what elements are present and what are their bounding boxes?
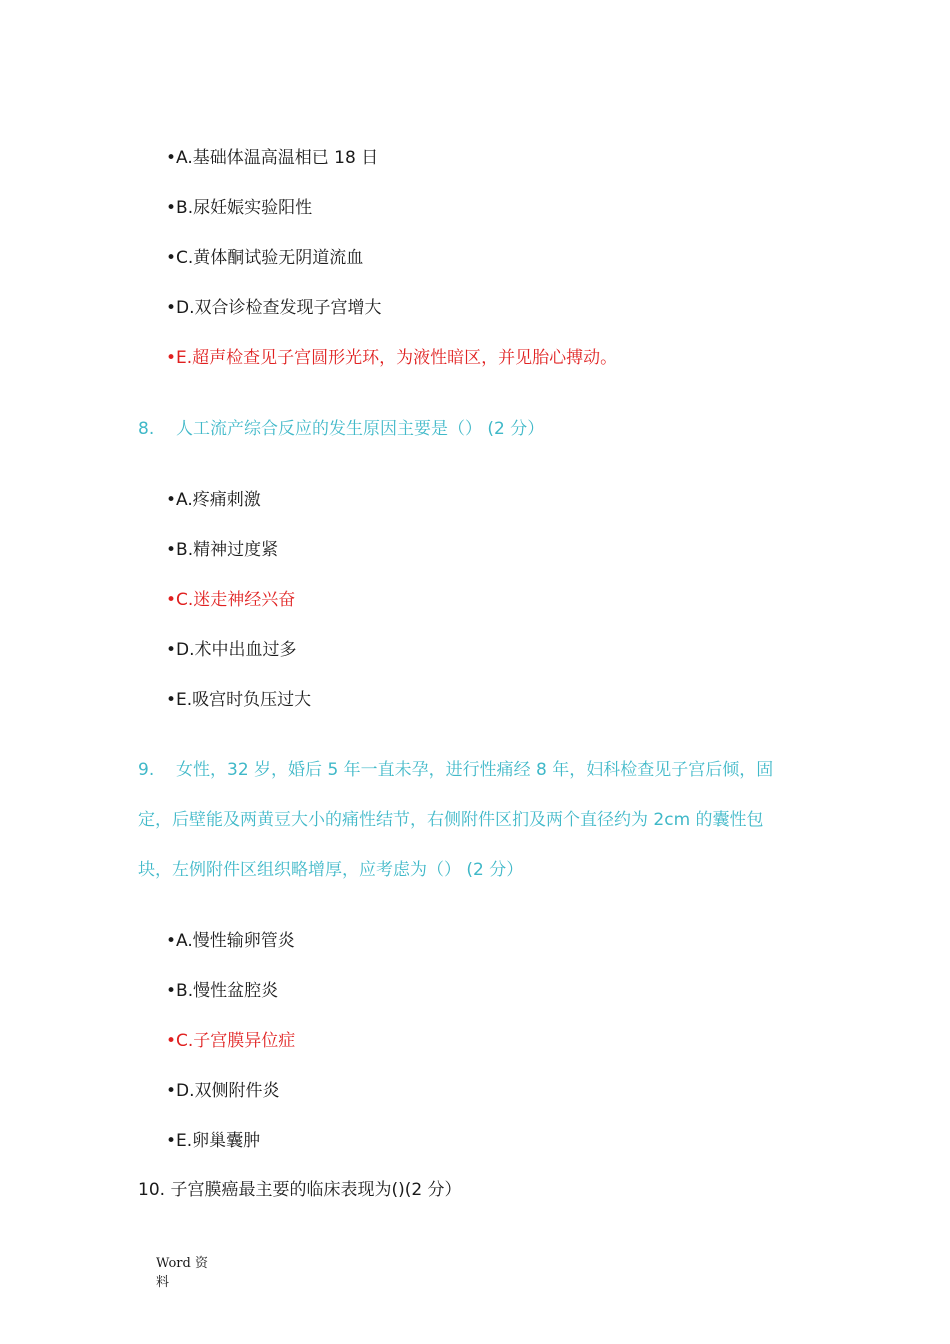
q9-option-e: •E.卵巢囊肿 — [166, 1131, 261, 1151]
q8-option-b: •B.精神过度紧 — [166, 540, 279, 560]
q7-option-a: •A.基础体温高温相已 18 日 — [166, 148, 379, 168]
q7-option-c: •C.黄体酮试验无阴道流血 — [166, 248, 364, 268]
q8-option-c-correct: •C.迷走神经兴奋 — [166, 590, 296, 610]
q9-option-b: •B.慢性盆腔炎 — [166, 981, 279, 1001]
q7-option-d: •D.双合诊检查发现子宫增大 — [166, 298, 382, 318]
q8-option-e: •E.吸宫时负压过大 — [166, 690, 312, 710]
q8-number: 8. — [138, 419, 155, 439]
q10-question: 10. 子宫膜癌最主要的临床表现为()(2 分） — [138, 1180, 462, 1200]
q8-option-d: •D.术中出血过多 — [166, 640, 297, 660]
footer-label-line2: 料 — [156, 1275, 170, 1290]
q7-option-e-correct: •E.超声检查见子宫圆形光环，为液性暗区，并见胎心搏动。 — [166, 348, 618, 368]
q7-option-b: •B.尿妊娠实验阳性 — [166, 198, 313, 218]
q8-option-a: •A.疼痛刺激 — [166, 490, 261, 510]
q9-text-line2: 定，后壁能及两黄豆大小的痛性结节，右侧附件区扪及两个直径约为 2cm 的囊性包 — [138, 810, 764, 830]
q9-option-d: •D.双侧附件炎 — [166, 1081, 280, 1101]
q9-number: 9. — [138, 760, 155, 780]
q9-text-line3: 块，左例附件区组织略增厚，应考虑为（） (2 分） — [138, 860, 524, 880]
footer-label-line1: Word 资 — [156, 1256, 208, 1271]
q9-text-line1: 女性，32 岁，婚后 5 年一直未孕，进行性痛经 8 年，妇科检查见子宫后倾，固 — [176, 760, 774, 780]
q9-option-a: •A.慢性输卵管炎 — [166, 931, 295, 951]
q8-text: 人工流产综合反应的发生原因主要是（） (2 分） — [176, 419, 545, 439]
q9-option-c-correct: •C.子宫膜异位症 — [166, 1031, 296, 1051]
